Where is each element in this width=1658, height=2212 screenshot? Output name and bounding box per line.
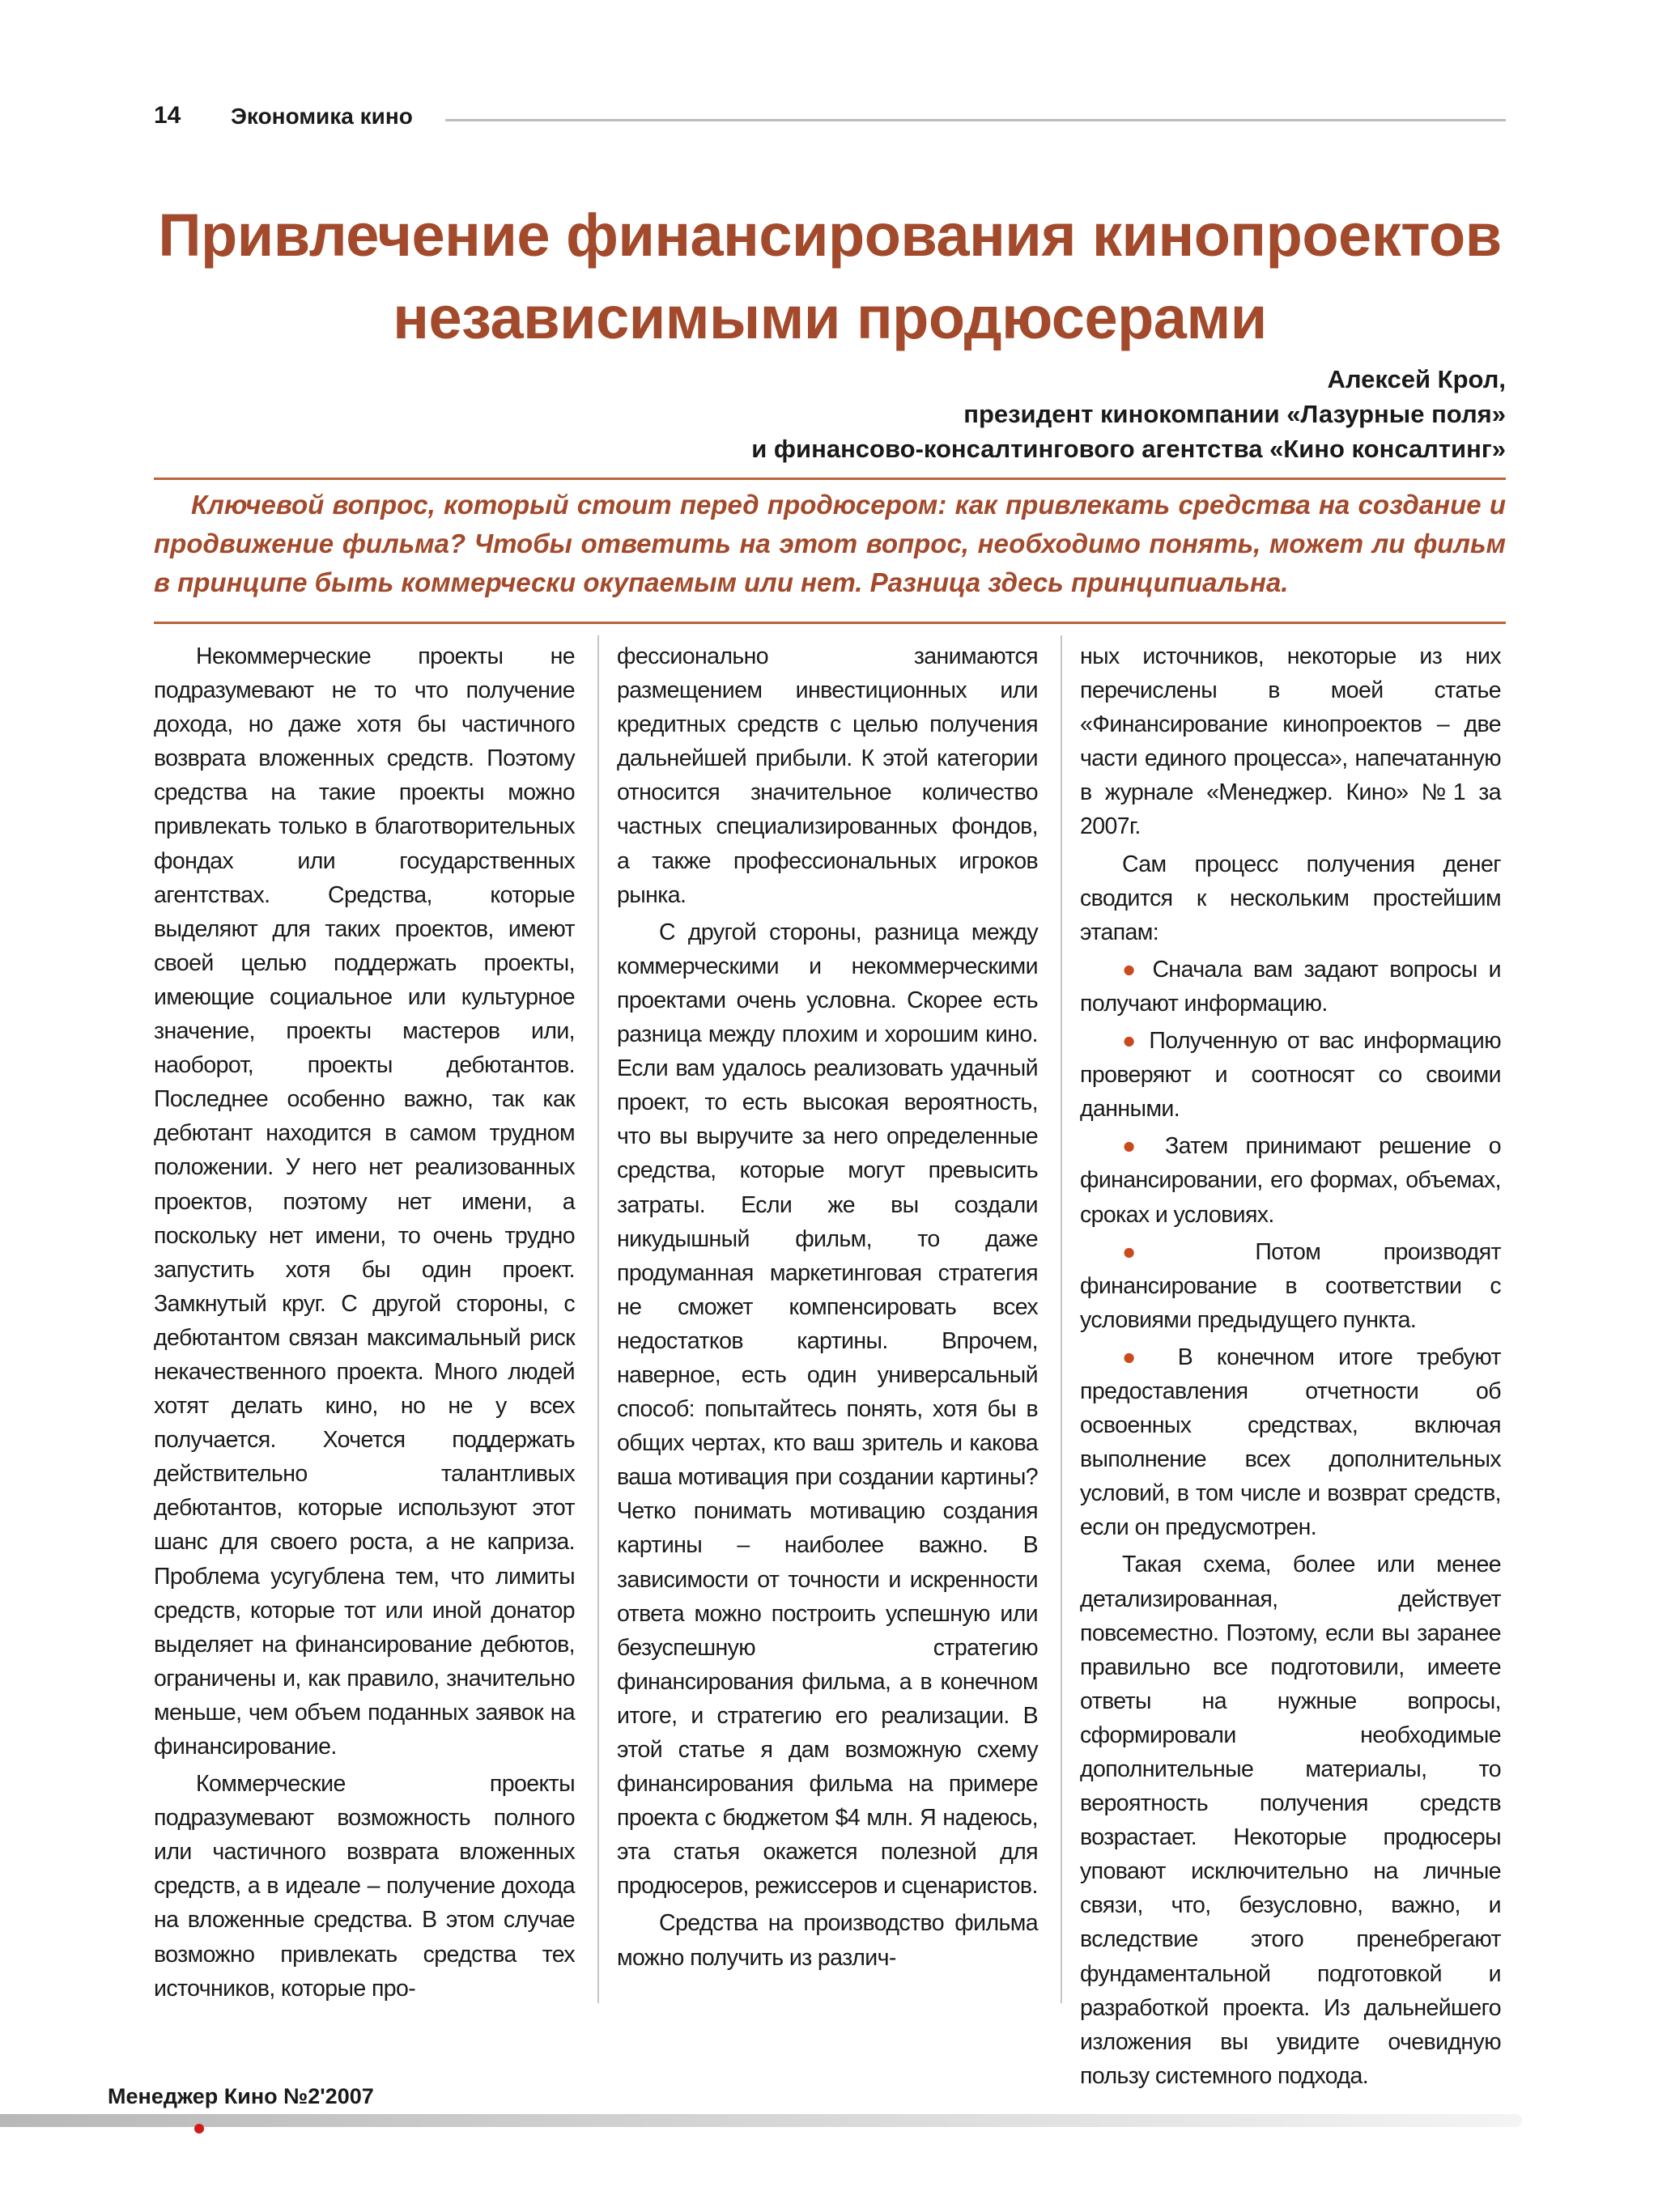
author-role-1: президент кинокомпании «Лазурные поля» [963,400,1506,428]
bullet-text: Сначала вам задают вопросы и получают информацию. [1080,956,1501,1017]
column-divider-1 [597,635,599,2003]
lead-paragraph [154,486,1506,602]
col3-process: Сам процесс получения денег сводится к нескольким простейшим этапам: [1080,851,1501,945]
footer-magazine: Менеджер Кино №2'2007 [108,2084,374,2108]
author-name: Алексей Крол, [1327,365,1506,393]
column-2 [617,639,1038,1975]
bullet-item [1080,1129,1501,1231]
footer-bar [0,2114,1522,2127]
bullet-text: Полученную от вас информацию проверяют и соотносят со своими данными. [1080,1028,1501,1123]
column-1 [154,639,575,2006]
section-title: Экономика кино [231,104,413,129]
col1-paragraph-2: Коммерческие проекты подразумевают возможность полного или частичного возврата вложенных средств, а в идеале – получение дохода на вложенные средства. В этом случае возможно привлекать средства тех источников, которые про- [154,1771,575,2002]
bullet-item [1080,1340,1501,1545]
author-role-2: и финансово-консалтингового агентства «Кино консалтинг» [751,435,1506,463]
col2-paragraph-3: Средства на производство фильма можно получить из различ- [617,1910,1038,1971]
bullet-icon: ● [1122,1344,1154,1370]
col2-paragraph-2: С другой стороны, разница между коммерческими и некоммерческими проектами очень условна. Скорее есть разница между плохим и хорошим кино. Если вам удалось реализовать удачный проект, то есть высокая вероятность, что вы выручите за него определенные средства, которые могут превысить затраты. Если же вы создали никудышный фильм, то даже продуманная маркетинговая стратегия не сможет компенсировать всех недостатков картины. Впрочем, наверное, есть один универсальный способ: попытайтесь понять, хотя бы в общих чертах, кто ваш зритель и какова ваша мотивация при создании картины? Четко понимать мотивацию создания картины – наиболее важно. В зависимости от точности и искренности ответа можно построить успешную или безуспешную стратегию финансирования фильма, а в конечном итоге, и стратегию его реализации. В этой статье я дам возможную схему финансирования фильма на примере проекта с бюджетом $4 млн. Я надеюсь, эта статья окажется полезной для продюсеров, режиссеров и сценаристов. [617,919,1038,1900]
lead-top-divider [154,478,1506,480]
lead-text: Ключевой вопрос, который стоит перед продюсером: как привлекать средства на создание и продвижение фильма? Чтобы ответить на этот вопрос, необходимо понять, может ли фильм в принципе быть коммерчески окупаемым или нет. Разница здесь принципиальна. [154,490,1506,597]
bullet-item [1080,1235,1501,1337]
header-divider [445,119,1506,121]
bullet-icon: ● [1122,956,1141,983]
title-line-2: независимыми продюсерами [393,284,1267,351]
col2-paragraph-1: фессионально занимаются размещением инвестиционных или кредитных средств с целью получения дальнейшей прибыли. К этой категории относится значительное количество частных специализированных фондов, а также профессиональных игроков рынка. [617,643,1038,908]
page-number: 14 [154,102,181,129]
bullet-text: В конечном итоге требуют предоставления отчетности об освоенных средствах, включая выполнение всех дополнительных условий, в том числе и возврат средств, если он предусмотрен. [1080,1344,1501,1541]
col3-intro: ных источников, некоторые из них перечислены в моей статье «Финансирование кинопроектов – две части единого процесса», напечатанную в журнале «Менеджер. Кино» №1 за 2007г. [1080,643,1501,840]
bullet-text: Затем принимают решение о финансировании, его формах, объемах, сроках и условиях. [1080,1133,1501,1228]
bullet-icon: ● [1122,1133,1148,1160]
author-block [291,362,1506,466]
col1-paragraph-1: Некоммерческие проекты не подразумевают не то что получение дохода, но даже хотя бы частичного возврата вложенных средств. Поэтому средства на такие проекты можно привлекать только в благотворительных фондах или государственных агентствах. Средства, которые выделяют для таких проектов, имеют своей целью поддержать проекты, имеющие социальное или культурное значение, проекты мастеров или, наоборот, проекты дебютантов. Последнее особенно важно, так как дебютант находится в самом трудном положении. У него нет реализованных проектов, поэтому нет имени, а поскольку нет имени, то очень трудно запустить хотя бы один проект. Замкнутый круг. С другой стороны, с дебютантом связан максимальный риск некачественного проекта. Много людей хотят делать кино, но не у всех получается. Хочется поддержать действительно талантливых дебютантов, которые используют этот шанс для своего роста, а не каприза. Проблема усугублена тем, что лимиты средств, которые тот или иной донатор выделяет на финансирование дебютов, ограничены и, как правило, значительно меньше, чем объем поданных заявок на финансирование. [154,643,575,1760]
bullet-item [1080,953,1501,1021]
bullet-icon: ● [1122,1238,1192,1265]
bullet-text: Потом производят финансирование в соответствии с условиями предыдущего пункта. [1080,1238,1501,1333]
footer-dot-icon [194,2124,204,2133]
bullet-icon: ● [1122,1028,1140,1055]
title-line-1: Привлечение финансирования кинопроектов [158,202,1502,269]
column-3 [1080,639,1501,2093]
lead-bottom-divider [154,622,1506,624]
col3-outro: Такая схема, более или менее детализированная, действует повсеместно. Поэтому, если вы заранее правильно все подготовили, имеете ответы на нужные вопросы, сформировали необходимые дополнительные материалы, то вероятность получения средств возрастает. Некоторые продюсеры уповают исключительно на личные связи, что, безусловно, важно, и вследствие этого пренебрегают фундаментальной подготовкой и разработкой проекта. Из дальнейшего изложения вы увидите очевидную пользу системного подхода. [1080,1552,1501,2089]
article-title [154,194,1506,359]
column-divider-2 [1061,635,1062,2003]
bullet-item [1080,1024,1501,1126]
page-header [154,97,1506,138]
